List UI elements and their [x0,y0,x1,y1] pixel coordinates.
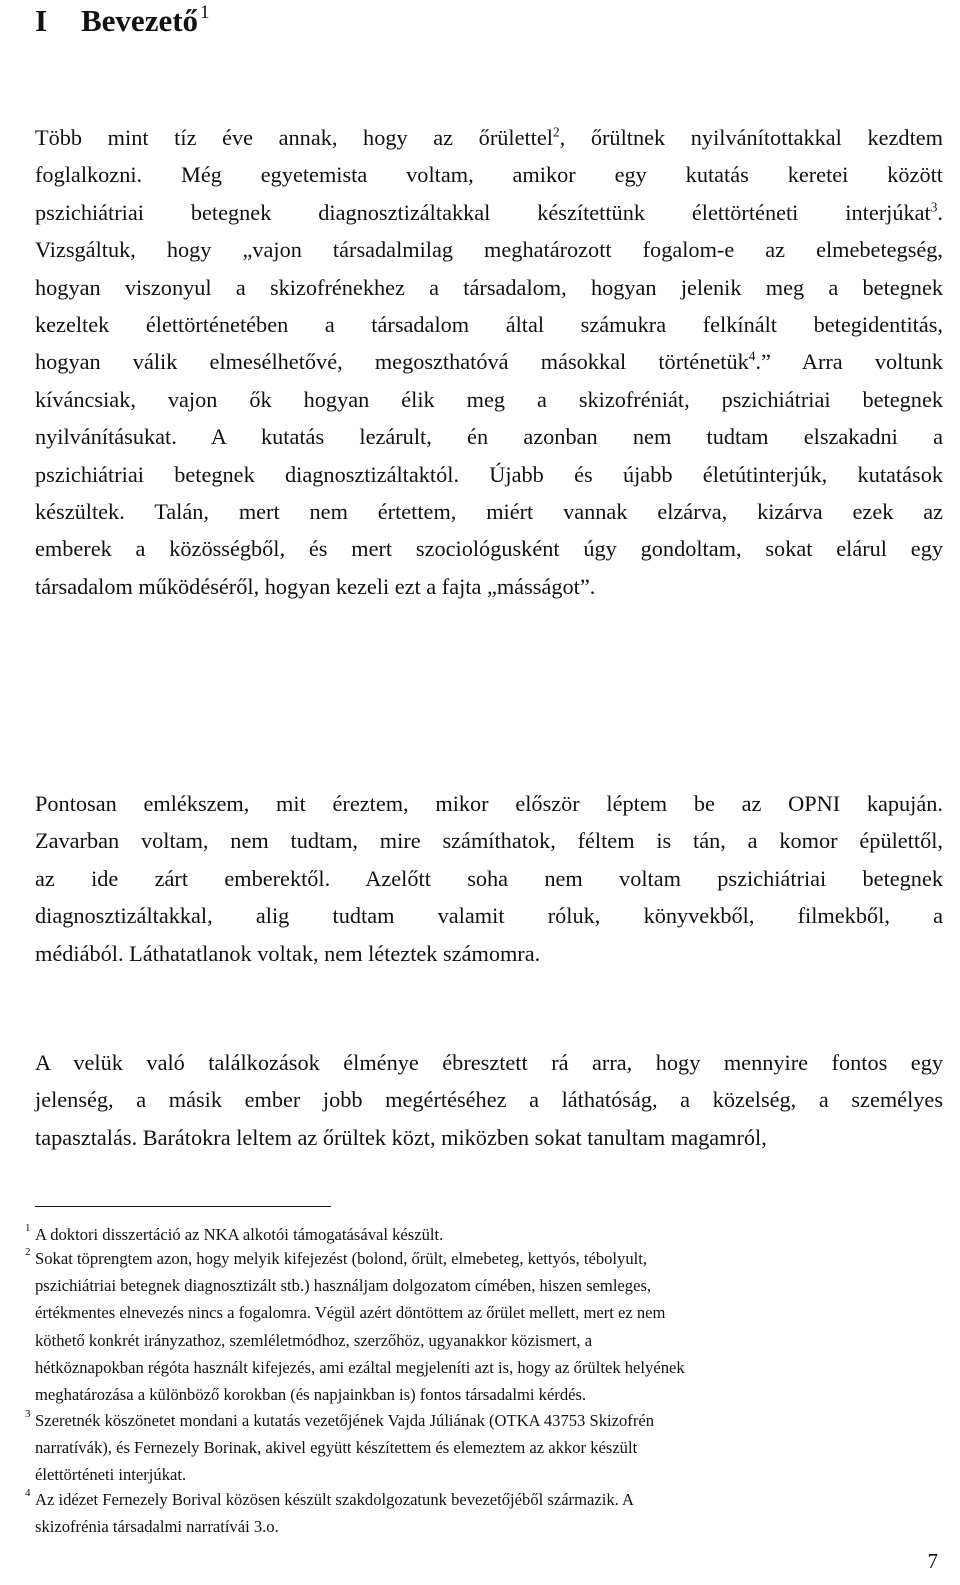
footnote-line: élettörténeti interjúkat. [35,1465,187,1485]
text-line [35,785,943,822]
footnote-4 [25,1486,943,1540]
text-line [35,530,943,567]
paragraph-3 [35,1044,943,1156]
line-text: A velük való találkozások élménye ébresztett rá arra, hogy mennyire fontos egy [35,1050,943,1075]
line-text: diagnosztizáltakkal, alig tudtam valamit róluk, könyvekből, filmekből, a [35,903,943,929]
footnote-line: narratívák), és Fernezely Borinak, akivel együtt készítettem és elemeztem az akkor készült [35,1438,638,1458]
footnote-mark: 3 [25,1408,31,1420]
chapter-title: Bevezető [81,3,199,38]
footnote-ref[interactable]: 2 [552,124,560,140]
chapter-number: I [35,3,48,38]
footnote-3 [25,1407,943,1489]
text-line [35,1044,943,1081]
footnote-ref-1[interactable]: 1 [200,2,210,23]
footnote-2 [25,1245,943,1408]
footnote-ref[interactable]: 3 [930,199,938,215]
line-text: . [937,199,943,225]
text-line [35,568,943,605]
footnote-ref[interactable]: 4 [748,348,756,364]
footnote-line: pszichiátriai betegnek diagnosztizált stb.) használjam dolgozatom címében, hiszen semleges, [35,1276,652,1296]
line-text: társadalom működéséről, hogyan kezeli ezt a fajta „másságot”. [35,573,596,599]
footnote-mark: 4 [25,1487,31,1499]
footnote-line: skizofrénia társadalmi narratívái 3.o. [35,1517,279,1537]
line-text: kezeltek élettörténetében a társadalom által számukra felkínált betegidentitás, [35,311,943,337]
footnote-mark: 1 [25,1222,31,1234]
line-text: készültek. Talán, mert nem értettem, miért vannak elzárva, kizárva ezek az [35,498,943,524]
paragraph-2 [35,785,943,972]
line-text: jelenség, a másik ember jobb megértéséhez a láthatóság, a közelség, a személyes [35,1087,943,1113]
footnote-line: hétköznapokban régóta használt kifejezés, ami ezáltal megjeleníti azt is, hogy az őrültek helyének [35,1357,685,1377]
line-text: emberek a közösségből, és mert szociológusként úgy gondoltam, sokat elárul egy [35,536,943,562]
text-line [35,822,943,859]
footnote-line: köthető konkrét irányzathoz, szemléletmódhoz, szerzőhöz, ugyanakkor közismert, a [35,1330,593,1350]
line-text: Zavarban voltam, nem tudtam, mire számíthatok, féltem is tán, a komor épülettől, [35,828,943,854]
footnote-line: A doktori disszertáció az NKA alkotói támogatásával készült. [35,1225,444,1244]
line-text: Pontosan emlékszem, mit éreztem, mikor először léptem be az OPNI kapuján. [35,791,943,816]
paragraph-1 [35,119,943,605]
text-line [35,860,943,897]
text-line [35,306,943,343]
text-line [35,456,943,493]
text-line [35,119,943,156]
text-line [35,897,943,934]
footnote-separator [35,1206,331,1207]
text-line [35,493,943,530]
line-text: pszichiátriai betegnek diagnosztizáltakkal készítettünk élettörténeti interjúkat [35,199,931,225]
page-number: 7 [927,1549,938,1573]
text-line [35,1081,943,1118]
line-text: kíváncsiak, vajon ők hogyan élik meg a skizofréniát, pszichiátriai betegnek [35,386,943,412]
text-line [35,1119,943,1156]
line-text: tapasztalás. Barátokra leltem az őrültek közt, miközben sokat tanultam magamról, [35,1124,767,1150]
line-text: Több mint tíz éve annak, hogy az őrülettel [35,125,553,150]
line-text: nyilvánításukat. A kutatás lezárult, én azonban nem tudtam elszakadni a [35,424,943,450]
line-text: pszichiátriai betegnek diagnosztizáltaktól. Újabb és újabb életútinterjúk, kutatások [35,461,943,487]
footnote-line: Sokat töprengtem azon, hogy melyik kifejezést (bolond, őrült, elmebeteg, kettyós, tébolyult, [35,1249,647,1268]
text-line [35,156,943,193]
line-text: az ide zárt emberektől. Azelőtt soha nem voltam pszichiátriai betegnek [35,865,943,891]
line-text: hogyan viszonyul a skizofrénekhez a társadalom, hogyan jelenik meg a betegnek [35,274,943,300]
line-text: , őrültnek nyilvánítottakkal kezdtem [559,125,944,150]
text-line [35,231,943,268]
footnote-mark: 2 [25,1246,31,1258]
footnote-line: meghatározása a különböző korokban (és napjainkban is) fontos társadalmi kérdés. [35,1384,587,1404]
text-line [35,381,943,418]
text-line [35,418,943,455]
line-text: médiából. Láthatatlanok voltak, nem léteztek számomra. [35,940,541,966]
chapter-heading [35,2,210,39]
text-line [35,935,943,972]
line-text: .” Arra voltunk [755,349,943,375]
text-line [35,269,943,306]
line-text: foglalkozni. Még egyetemista voltam, amikor egy kutatás keretei között [35,162,943,188]
footnote-line: Szeretnék köszönetet mondani a kutatás vezetőjének Vajda Júliának (OTKA 43753 Skizofrén [35,1411,655,1430]
footnote-line: értékmentes elnevezés nincs a fogalomra. Végül azért döntöttem az őrület mellett, mert ez nem [35,1303,666,1323]
text-line [35,194,943,231]
text-line [35,343,943,380]
footnote-line: Az idézet Fernezely Borival közösen készült szakdolgozatunk bevezetőjéből származik. A [35,1490,634,1509]
line-text: hogyan válik elmesélhetővé, megoszthatóvá másokkal történetük [35,349,749,375]
line-text: Vizsgáltuk, hogy „vajon társadalmilag meghatározott fogalom-e az elmebetegség, [35,237,943,263]
